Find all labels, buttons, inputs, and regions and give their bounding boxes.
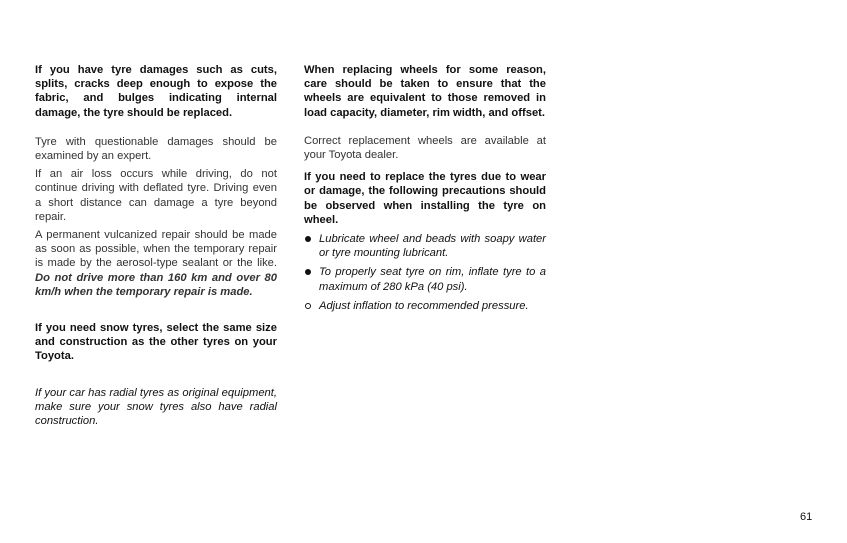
list-item: Adjust inflation to recommended pressure. <box>304 299 546 313</box>
tyre-damage-warning: If you have tyre damages such as cuts, splits, cracks deep enough to expose the fabric, and bulges indicating internal damage, the tyre should be replaced. <box>35 64 277 119</box>
hollow-bullet-icon <box>305 303 311 309</box>
precautions-list <box>304 232 546 313</box>
list-item: Lubricate wheel and beads with soapy water or tyre mounting lubricant. <box>304 232 546 260</box>
dealer-wheels-text: Correct replacement wheels are available at your Toyota dealer. <box>304 134 546 162</box>
temporary-repair-limit: Do not drive more than 160 km and over 80 km/h when the temporary repair is made. <box>35 271 277 298</box>
bullet-icon <box>305 236 311 242</box>
radial-tyres-note: If your car has radial tyres as original equipment, make sure your snow tyres also have radial construction. <box>35 386 277 428</box>
snow-tyres-heading: If you need snow tyres, select the same size and construction as the other tyres on your Toyota. <box>35 322 277 363</box>
bullet-icon <box>305 269 311 275</box>
questionable-damage-text: Tyre with questionable damages should be examined by an expert. <box>35 135 277 163</box>
air-loss-text: If an air loss occurs while driving, do not continue driving with deflated tyre. Driving even a short distance can damage a tyre beyond repair. <box>35 168 277 223</box>
vulcanized-repair-text <box>35 228 277 299</box>
left-column <box>35 63 277 428</box>
right-column <box>304 63 546 313</box>
list-item: To properly seat tyre on rim, inflate tyre to a maximum of 280 kPa (40 psi). <box>304 265 546 293</box>
replacing-wheels-text: When replacing wheels for some reason, care should be taken to ensure that the wheels are equivalent to those removed in load capacity, diameter, rim width, and offset. <box>304 64 546 119</box>
replace-tyres-precautions: If you need to replace the tyres due to wear or damage, the following precautions should be observed when installing the tyre on wheel. <box>304 171 546 226</box>
vulcanized-repair-main: A permanent vulcanized repair should be made as soon as possible, when the temporary repair is made by the aerosol-type sealant or the like. <box>35 229 277 270</box>
page-number: 61 <box>800 511 813 523</box>
